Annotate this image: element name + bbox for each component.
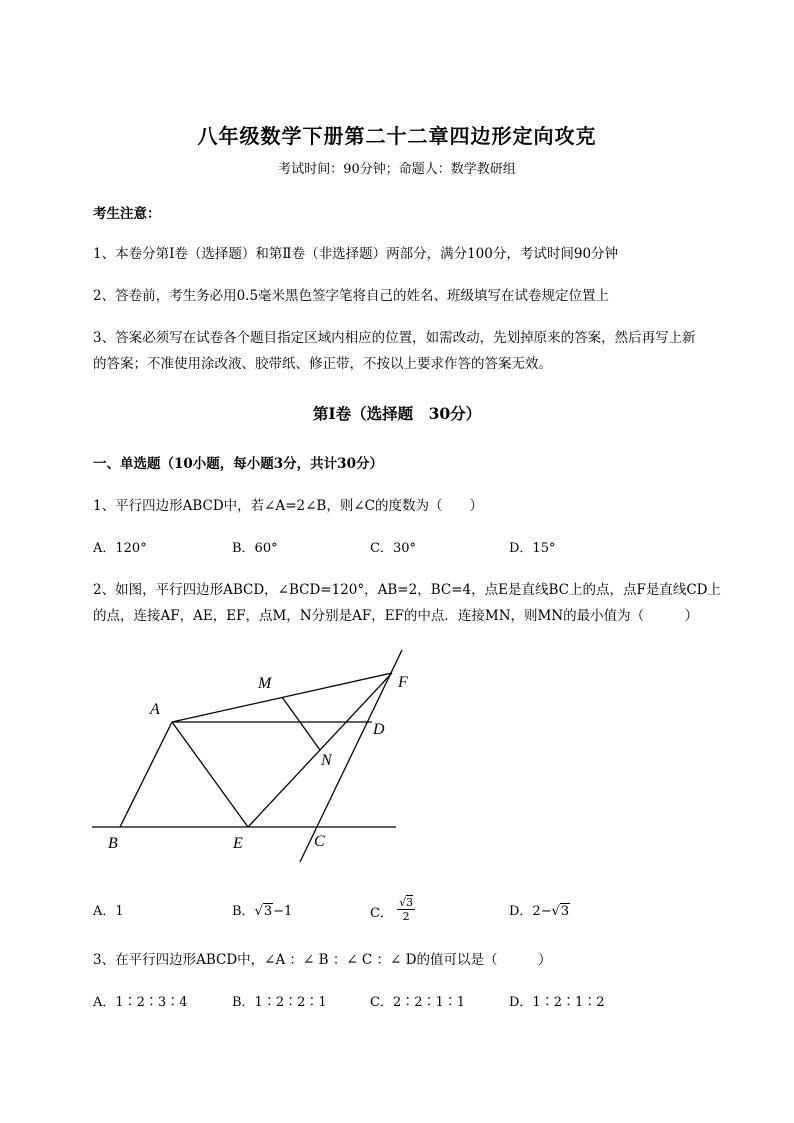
question-2-option-c[interactable] [370, 896, 415, 927]
question-2-option-b[interactable] [232, 900, 292, 919]
label-e: E [233, 835, 243, 852]
question-3-option-c[interactable]: C．2∶2∶1∶1 [370, 995, 466, 1010]
option-d-prefix: D．2− [509, 904, 552, 919]
segment-ae [172, 722, 248, 827]
question-2-stem-line-1: 2、如图，平行四边形ABCD，∠BCD=120°，AB=2，BC=4，点E是直线BC上的点，点F是直线CD上 [93, 582, 721, 598]
exam-info: 考试时间：90分钟；命题人：数学教研组 [278, 162, 516, 177]
fraction [397, 896, 415, 923]
option-c-prefix: C． [370, 906, 393, 921]
denominator: 2 [402, 910, 410, 923]
question-3-option-d[interactable]: D．1∶2∶1∶2 [509, 995, 605, 1010]
section-title: 第I卷（选择题 30分） [312, 404, 482, 423]
numerator [397, 896, 415, 910]
question-1-option-b[interactable]: B．60° [232, 541, 278, 556]
question-2-stem-line-2: 的点，连接AF，AE，EF，点M，N分别是AF，EF的中点．连接MN，则MN的最小值为（ ） [93, 608, 699, 624]
page-title: 八年级数学下册第二十二章四边形定向攻克 [197, 124, 597, 148]
part-heading: 一、单选题（10小题，每小题3分，共计30分） [93, 456, 383, 472]
question-3-option-a[interactable]: A．1∶2∶3∶4 [93, 995, 188, 1010]
label-m: M [258, 675, 272, 692]
question-2-option-a[interactable]: A．1 [93, 904, 124, 919]
question-1-option-d[interactable]: D．15° [509, 541, 556, 556]
sqrt-sign: √ [254, 904, 263, 919]
label-d: D [373, 721, 385, 738]
radicand: 3 [406, 896, 414, 909]
radicand: 3 [263, 904, 273, 919]
question-1-option-c[interactable]: C．30° [370, 541, 416, 556]
notice-item-2: 2、答卷前，考生务必用0.5毫米黑色签字笔将自己的姓名、班级填写在试卷规定位置上 [93, 288, 610, 304]
notice-item-3: 3、答案必须写在试卷各个题目指定区域内相应的位置，如需改动，先划掉原来的答案，然后再写上新 [93, 330, 696, 346]
parallelogram-figure [80, 640, 430, 875]
label-c: C [314, 833, 325, 850]
notice-item-3-cont: 的答案；不准使用涂改液、胶带纸、修正带，不按以上要求作答的答案无效。 [93, 356, 552, 372]
notice-heading: 考生注意： [93, 206, 161, 222]
question-3-option-b[interactable]: B．1∶2∶2∶1 [232, 995, 327, 1010]
option-b-prefix: B． [232, 904, 255, 919]
label-f: F [398, 674, 408, 691]
segment-ab [120, 722, 172, 827]
label-n: N [321, 752, 332, 769]
question-1-option-a[interactable]: A．120° [93, 541, 147, 556]
notice-item-1: 1、本卷分第I卷（选择题）和第Ⅱ卷（非选择题）两部分，满分100分，考试时间90分钟 [93, 246, 619, 262]
radicand: 3 [560, 904, 570, 919]
question-2-option-d[interactable] [509, 900, 570, 919]
sqrt-sign: √ [551, 904, 560, 919]
label-b: B [108, 835, 118, 852]
sqrt-sign: √ [399, 896, 407, 909]
question-1-stem: 1、平行四边形ABCD中，若∠A=2∠B，则∠C的度数为（ ） [93, 498, 483, 514]
segment-mn [282, 697, 320, 750]
option-b-suffix: −1 [273, 904, 293, 919]
question-3-stem: 3、在平行四边形ABCD中，∠A ：∠ B ：∠ C ：∠ D的值可以是（ ） [93, 952, 552, 968]
label-a: A [150, 701, 160, 718]
